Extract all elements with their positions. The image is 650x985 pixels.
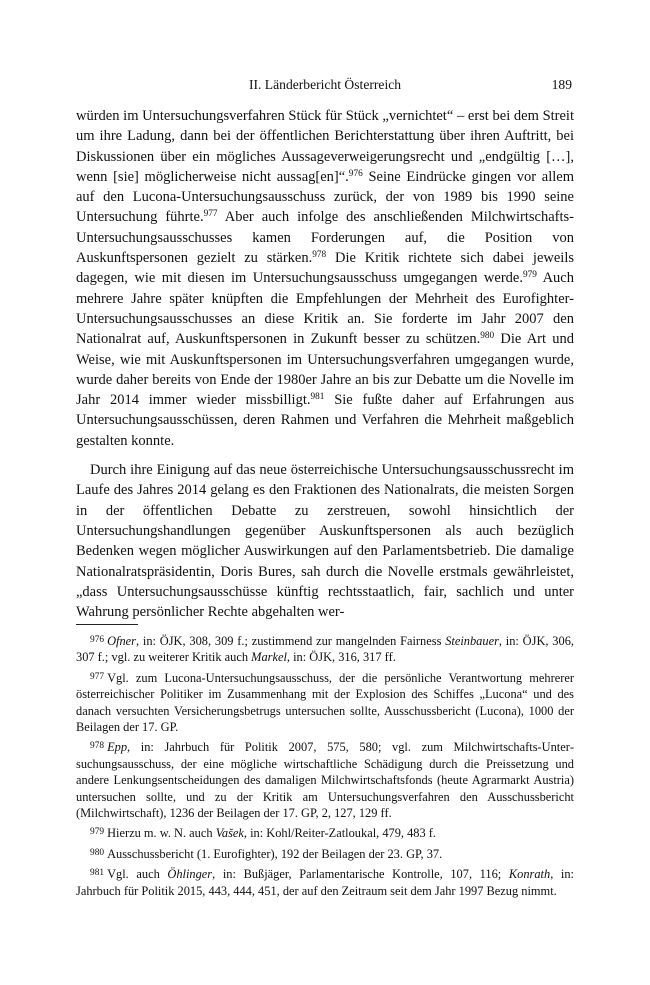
footnote-979 — [76, 824, 574, 841]
footnote-text: Vgl. zum Lucona-Untersuchungsausschuss, der die persönliche Verantwortung mehrerer österreichischer Politiker im Zusammenhang mit der Explosion des Schiffes „Lucona“ und des danach versuchten Versicherungsbetrugs untersuchen sollte, Ausschussbericht (Lucona), 1000 der Beilagen der 17. GP. — [76, 670, 574, 735]
footnote-text: , in: ÖJK, 308, 309 f.; zustimmend zur mangelnden Fairness — [135, 634, 446, 648]
footnote-978 — [76, 738, 574, 821]
footnote-number: 976 — [90, 635, 105, 645]
footnote-text: , in: Kohl/Reiter-Zatloukal, 479, 483 f. — [243, 826, 437, 841]
paragraph-2: Durch ihre Einigung auf das neue österreichische Untersuchungsausschussrecht im Laufe des Jahres 2014 gelang es den Fraktionen des Nationalrats, die meisten Sorgen in der öffentlichen Debatte zu zerstreuen, sowohl hinsichtlich der Untersuchungshandlungen gegenüber Auskunftspersonen als auch bezüglich Bedenken wegen möglicher Auswirkungen auf den Parlamentsbetrieb. Die damalige Nationalratspräsidentin, Doris Bures, sah durch die Novelle erstmals gewährleistet, „dass Untersuchungsausschüsse künftig rechtsstaatlich, fair, sachlich und unter Wahrung persönlicher Rechte abgehalten wer- — [76, 462, 574, 621]
footnote-text: , in: Jahrbuch für Politik 2007, 575, 580; vgl. zum Milchwirtschafts-Untersuchungsausschuss, der eine mögliche wirtschaftliche Schädigung durch die Preissetzung und andere Lenkungsentscheidungen des damaligen Milchwirtschaftsfonds (heute Agrarmarkt Austria) untersuchen sollte, und zu der Kritik am Untersuchungsverfahren den Ausschussbericht (Milchwirtschaft), 1236 der Beilagen der 17. GP, 2, 127, 129 ff. — [76, 740, 574, 821]
author-name: Konrath — [508, 867, 551, 882]
author-name: Steinbauer — [445, 634, 499, 648]
footnote-text: , in: Jahrbuch für Politik 2015, 443, 444, 451, der auf den Zeitraum seit dem Jahr 1997 Bezug nimmt. — [76, 867, 574, 898]
footnote-ref-981: 981 — [310, 392, 325, 403]
footnote-ref-979: 979 — [522, 270, 537, 281]
footnote-text: Vgl. auch — [107, 867, 168, 882]
text-segment: Die Kritik richtete sich dabei jeweils dagegen, wie mit diesen im Untersuchungsausschuss umgegangen werde. — [76, 250, 574, 287]
footnote-text: , in: ÖJK, 316, 317 ff. — [286, 650, 396, 665]
text-segment: Aber auch infolge des anschließenden Milchwirtschafts-Untersuchungsausschusses kamen Forderungen auf, die Position von Auskunftspersonen gezielt zu stärken. — [76, 209, 574, 267]
text-segment: Seine Eindrücke gingen vor allem auf den Lucona-Untersuchungsausschuss zurück, der von 1989 bis 1990 seine Untersuchung führte. — [76, 168, 574, 226]
footnote-number: 980 — [90, 847, 105, 858]
footnotes — [76, 632, 574, 902]
footnote-ref-976: 976 — [348, 168, 363, 179]
footnote-number: 978 — [90, 741, 105, 752]
footnote-ref-978: 978 — [312, 250, 327, 261]
main-text — [76, 106, 574, 622]
text-segment: Auch mehrere Jahre später knüpften die Empfehlungen der Mehrheit des Eurofighter-Untersuchungsausschusses an diese Kritik an. Sie forderte im Jahr 2007 den Nationalrat auf, Auskunftspersonen in Zukunft besser zu schützen. — [76, 270, 574, 348]
footnote-ref-980: 980 — [480, 331, 495, 342]
footnote-ref-977: 977 — [203, 209, 218, 220]
footnote-number: 977 — [90, 671, 105, 682]
footnote-980 — [76, 845, 574, 862]
footnote-977 — [76, 669, 574, 736]
author-name: Ofner — [107, 634, 136, 648]
footnote-981 — [76, 865, 574, 899]
text-segment: Sie fußte daher auf Erfahrungen aus Untersuchungsausschüssen, deren Rahmen und Verfahren die Mehrheit maßgeblich gestalten konnte. — [76, 392, 574, 449]
page-number: 189 — [551, 77, 572, 92]
footnote-976 — [76, 632, 574, 666]
text-segment: würden im Untersuchungsverfahren Stück für Stück „vernichtet“ – erst bei dem Streit um ihre Ladung, dann bei der öffentlichen Berichterstattung über ihren Auftritt, bei Diskussionen über ein mögliches Aussageverweigerungsrecht und „endgültig […], wenn [sie] möglicherweise nicht aussag[en]“. — [76, 108, 574, 185]
footnote-separator — [76, 624, 138, 625]
footnote-number: 981 — [90, 868, 105, 879]
text-segment: Die Art und Weise, wie mit Auskunftspersonen im Untersuchungsverfahren umgegangen wurde, wurde daher bereits von Ende der 1980er Jahre an bis zur Debatte um die Novelle im Jahr 2014 immer wieder missbilligt. — [76, 331, 574, 409]
running-header — [76, 76, 574, 94]
footnote-text: Ausschussbericht (1. Eurofighter), 192 der Beilagen der 23. GP, 37. — [107, 846, 443, 861]
author-name: Vašek — [215, 826, 244, 841]
footnote-text: , in: Bußjäger, Parlamentarische Kontrolle, 107, 116; — [212, 867, 509, 882]
author-name: Markel — [251, 650, 287, 665]
footnote-text: Hierzu m. w. N. auch — [107, 826, 216, 841]
footnote-text: , in: ÖJK, 306, 307 f.; vgl. zu weiterer Kritik auch — [76, 634, 574, 665]
footnote-number: 979 — [90, 827, 105, 838]
author-name: Öhlinger — [167, 867, 213, 882]
author-name: Epp — [107, 740, 128, 755]
paragraph-1 — [76, 106, 574, 451]
running-title: II. Länderbericht Österreich — [248, 77, 402, 92]
